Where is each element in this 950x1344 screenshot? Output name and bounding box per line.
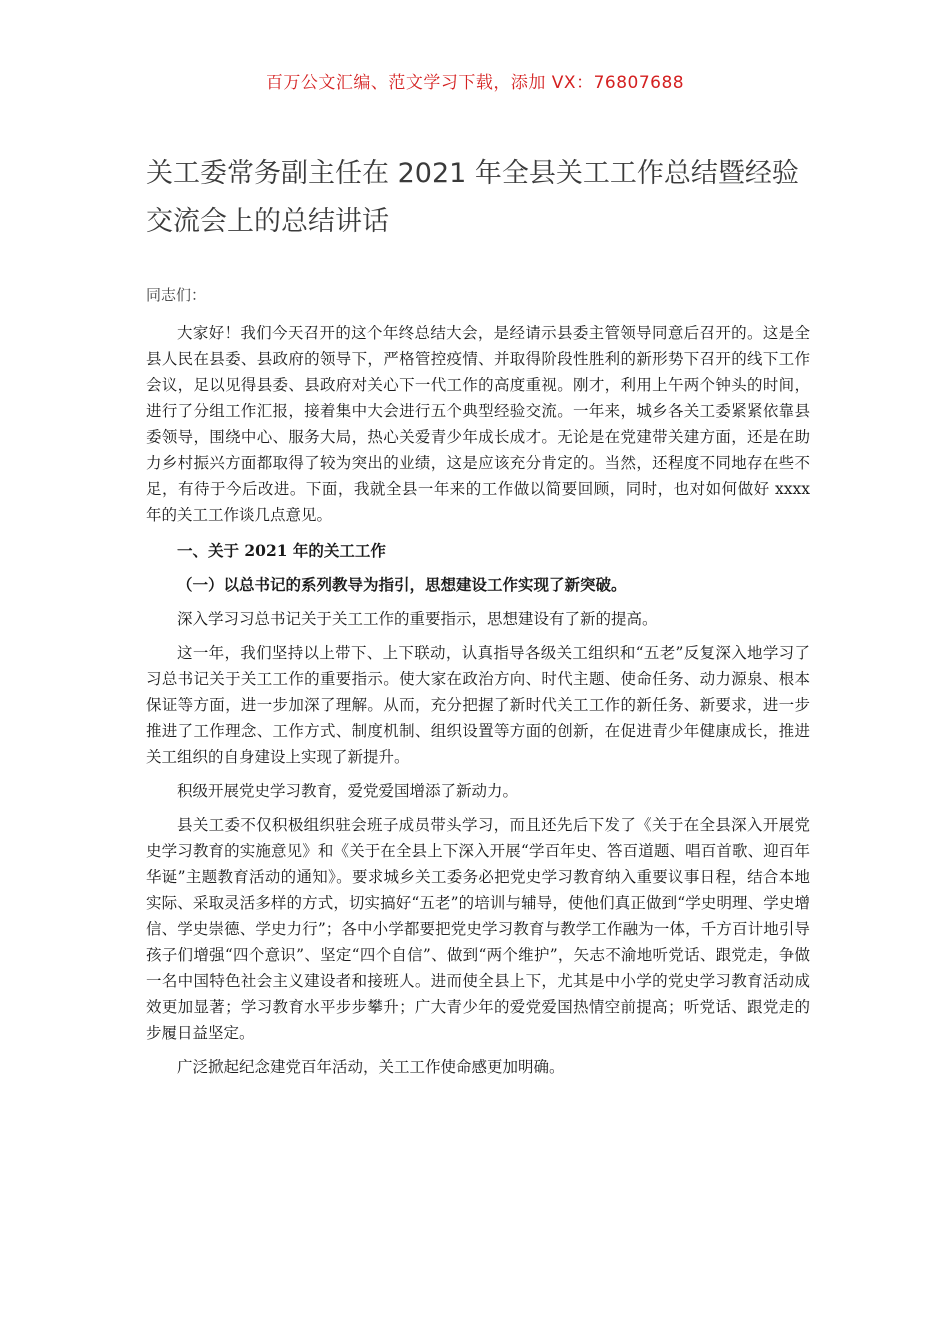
paragraph-point-3: 广泛掀起纪念建党百年活动，关工工作使命感更加明确。 bbox=[177, 1058, 565, 1076]
document-body bbox=[146, 320, 810, 1088]
header-banner: 百万公文汇编、范文学习下载，添加 VX：76807688 bbox=[265, 73, 685, 93]
document-title: 关工委常务副主任在 2021 年全县关工工作总结暨经验交流会上的总结讲话 bbox=[146, 158, 799, 237]
paragraph-detail-2: 县关工委不仅积极组织驻会班子成员带头学习，而且还先后下发了《关于在全县深入开展党史学习教育的实施意见》和《关于在全县上下深入开展“学百年史、答百道题、唱百首歌、迎百年华诞”主题教育活动的通知》。要求城乡关工委务必把党史学习教育纳入重要议事日程，结合本地实际、采取灵活多样的方式，切实搞好“五老”的培训与辅导，使他们真正做到“学史明理、学史增信、学史崇德、学史力行”；各中小学都要把党史学习教育与教学工作融为一体，千方百计地引导孩子们增强“四个意识”、坚定“四个自信”、做到“两个维护”，矢志不渝地听党话、跟党走，争做一名中国特色社会主义建设者和接班人。进而使全县上下，尤其是中小学的党史学习教育活动成效更加显著；学习教育水平步步攀升；广大青少年的爱党爱国热情空前提高；听党话、跟党走的步履日益坚定。 bbox=[146, 816, 810, 1042]
paragraph-point-2: 积级开展党史学习教育，爱党爱国增添了新动力。 bbox=[177, 782, 519, 800]
paragraph-intro: 大家好！我们今天召开的这个年终总结大会，是经请示县委主管领导同意后召开的。这是全县人民在县委、县政府的领导下，严格管控疫情、并取得阶段性胜利的新形势下召开的线下工作会议，足以见得县委、县政府对关心下一代工作的高度重视。刚才，利用上午两个钟头的时间，进行了分组工作汇报，接着集中大会进行五个典型经验交流。一年来，城乡各关工委紧紧依靠县委领导，围绕中心、服务大局，热心关爱青少年成长成才。无论是在党建带关建方面，还是在助力乡村振兴方面都取得了较为突出的业绩，这是应该充分肯定的。当然，还程度不同地存在些不足，有待于今后改进。下面，我就全县一年来的工作做以简要回顾，同时，也对如何做好 xxxx 年的关工工作谈几点意见。 bbox=[146, 324, 810, 524]
paragraph-point-1: 深入学习习总书记关于关工工作的重要指示，思想建设有了新的提高。 bbox=[177, 610, 658, 628]
subsection-heading-1: （一）以总书记的系列教导为指引，思想建设工作实现了新突破。 bbox=[177, 575, 627, 594]
section-heading-1: 一、关于 2021 年的关工工作 bbox=[177, 541, 386, 560]
salutation: 同志们： bbox=[146, 286, 207, 304]
paragraph-detail-1: 这一年，我们坚持以上带下、上下联动，认真指导各级关工组织和“五老”反复深入地学习了习总书记关于关工工作的重要指示。使大家在政治方向、时代主题、使命任务、动力源泉、根本保证等方面，进一步加深了理解。从而，充分把握了新时代关工工作的新任务、新要求，进一步推进了工作理念、工作方式、制度机制、组织设置等方面的创新，在促进青少年健康成长，推进关工组织的自身建设上实现了新提升。 bbox=[146, 644, 810, 766]
